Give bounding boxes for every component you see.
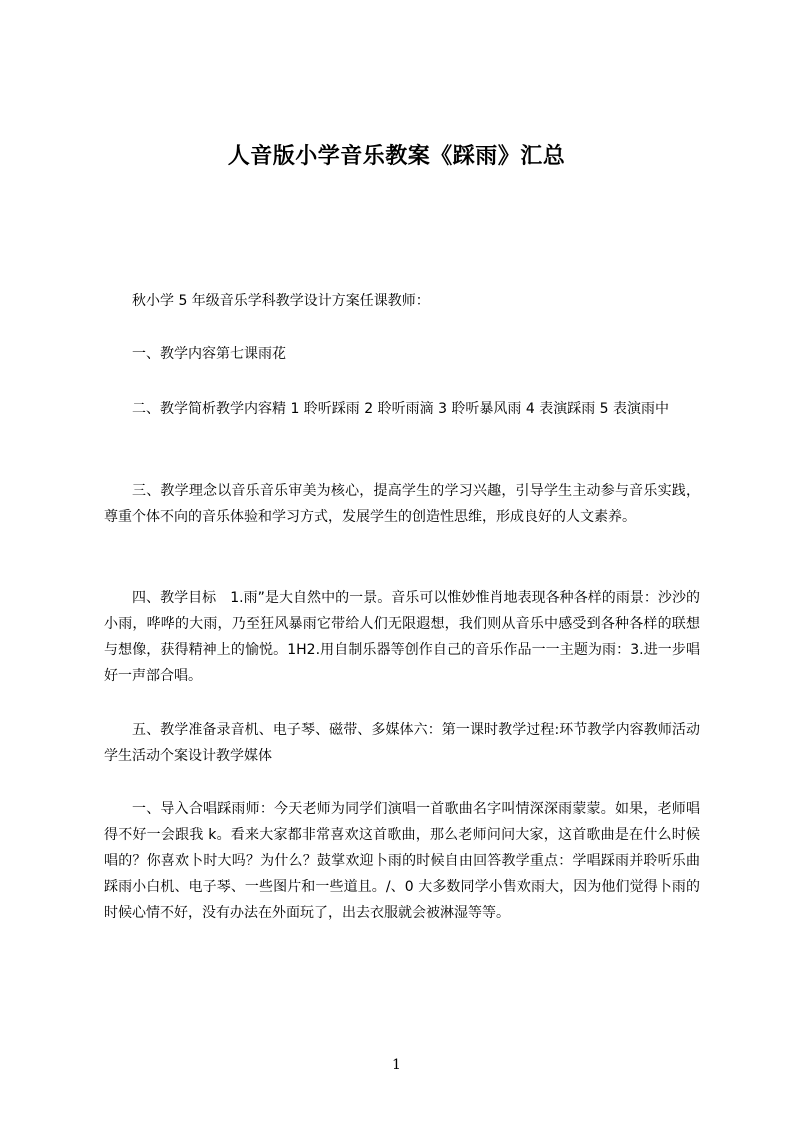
paragraph-philosophy: 三、教学理念以音乐音乐审美为核心，提高学生的学习兴趣，引导学生主动参与音乐实践，尊重个体不向的音乐体验和学习方式，发展学生的创造性思维，形成良好的人文素养。 bbox=[104, 483, 700, 525]
paragraph-preparation: 五、教学准备录音机、电子琴、磁带、多媒体六：第一课时教学过程:环节教学内容教师活动学生活动个案设计教学媒体 bbox=[104, 722, 700, 764]
page-number: 1 bbox=[392, 1057, 401, 1073]
paragraph-teacher-info: 秋小学 5 年级音乐学科教学设计方案任课教师： bbox=[132, 293, 430, 309]
paragraph-content: 一、教学内容第七课雨花 bbox=[132, 346, 286, 362]
paragraph-objectives: 四、教学目标 1.雨”是大自然中的一景。音乐可以惟妙惟肖地表现各种各样的雨景：沙沙的小雨，哗哗的大雨，乃至狂风暴雨它带给人们无限遐想，我们则从音乐中感受到各种各样的联想与想像，获得精神上的愉悦。1H2.用自制乐器等创作自己的音乐作品一一主题为雨：3.进一步唱好一声部合唱。 bbox=[104, 590, 700, 684]
paragraph-intro: 一、导入合唱踩雨师：今天老师为同学们演唱一首歌曲名字叫情深深雨蒙蒙。如果，老师唱得不好一会跟我 k。看来大家都非常喜欢这首歌曲，那么老师问问大家，这首歌曲是在什么时候唱的？你喜欢卜时大吗？为什么？鼓掌欢迎卜雨的时候自由回答教学重点：学唱踩雨并聆听乐曲踩雨小白机、电子琴、一些图片和一些道且。/、0 大多数同学小售欢雨大，因为他们觉得卜雨的时候心情不好，没有办法在外面玩了，出去衣服就会被淋湿等等。 bbox=[104, 801, 700, 921]
page-title: 人音版小学音乐教案《踩雨》汇总 bbox=[227, 144, 566, 169]
paragraph-analysis: 二、教学简析教学内容精 1 聆听踩雨 2 聆听雨滴 3 聆听暴风雨 4 表演踩雨 5 表演雨中 bbox=[132, 401, 670, 417]
